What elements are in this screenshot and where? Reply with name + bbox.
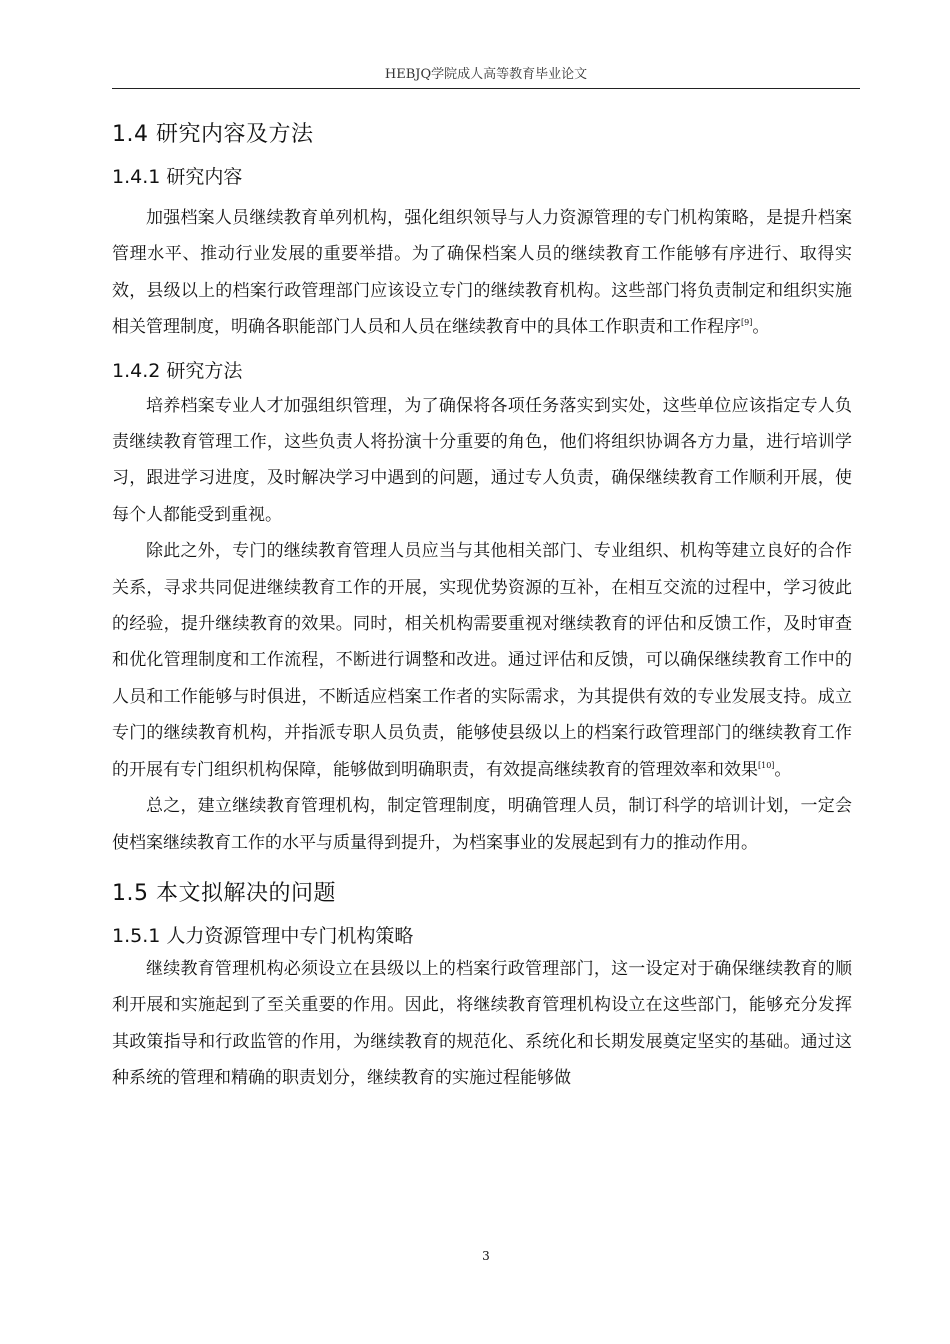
subsection-heading-1-4-2: 1.4.2 研究方法 bbox=[112, 359, 243, 382]
citation-ref: [10] bbox=[758, 760, 775, 770]
paragraph-1-4-2-a: 培养档案专业人才加强组织管理，为了确保将各项任务落实到实处，这些单位应该指定专人负责继续教育管理工作，这些负责人将扮演十分重要的角色，他们将组织协调各方力量，进行培训学习，跟进学习进度，及时解决学习中遇到的问题，通过专人负责，确保继续教育工作顺利开展，使每个人都能受到重视。 bbox=[112, 395, 852, 525]
paragraph-1-4-2-b bbox=[112, 533, 852, 788]
section-heading-1-5: 1.5 本文拟解决的问题 bbox=[112, 880, 336, 906]
citation-ref: [9] bbox=[741, 318, 753, 328]
page-body bbox=[112, 120, 852, 1097]
header-rule bbox=[112, 88, 860, 89]
section-heading-1-4: 1.4 研究内容及方法 bbox=[112, 122, 314, 147]
paragraph-1-4-2-c: 总之，建立继续教育管理机构，制定管理制度，明确管理人员，制订科学的培训计划，一定会使档案继续教育工作的水平与质量得到提升，为档案事业的发展起到有力的推动作用。 bbox=[112, 796, 852, 853]
running-header: HEBJQ学院成人高等教育毕业论文 bbox=[384, 67, 588, 82]
subsection-heading-1-5-1: 1.5.1 人力资源管理中专门机构策略 bbox=[112, 924, 414, 947]
subsection-heading-1-4-1: 1.4.1 研究内容 bbox=[112, 166, 243, 188]
paragraph-end: 。 bbox=[752, 317, 770, 338]
paragraph-1-5-1-a: 继续教育管理机构必须设立在县级以上的档案行政管理部门，这一设定对于确保继续教育的顺利开展和实施起到了至关重要的作用。因此，将继续教育管理机构设立在这些部门，能够充分发挥其政策指导和行政监管的作用，为继续教育的规范化、系统化和长期发展奠定坚实的基础。通过这种系统的管理和精确的职责划分，继续教育的实施过程能够做 bbox=[112, 958, 852, 1089]
paragraph-text: 加强档案人员继续教育单列机构，强化组织领导与人力资源管理的专门机构策略，是提升档案管理水平、推动行业发展的重要举措。为了确保档案人员的继续教育工作能够有序进行、取得实效，县级以上的档案行政管理部门应该设立专门的继续教育机构。这些部门将负责制定和组织实施相关管理制度，明确各职能部门人员和人员在继续教育中的具体工作职责和工作程序 bbox=[112, 208, 852, 338]
page-number: 3 bbox=[482, 1249, 490, 1263]
paragraph-1-4-1-a bbox=[112, 200, 852, 346]
paragraph-text: 除此之外，专门的继续教育管理人员应当与其他相关部门、专业组织、机构等建立良好的合作关系，寻求共同促进继续教育工作的开展，实现优势资源的互补，在相互交流的过程中，学习彼此的经验，提升继续教育的效果。同时，相关机构需要重视对继续教育的评估和反馈工作，及时审查和优化管理制度和工作流程，不断进行调整和改进。通过评估和反馈，可以确保继续教育工作中的人员和工作能够与时俱进，不断适应档案工作者的实际需求，为其提供有效的专业发展支持。成立专门的继续教育机构，并指派专职人员负责，能够使县级以上的档案行政管理部门的继续教育工作的开展有专门组织机构保障，能够做到明确职责，有效提高继续教育的管理效率和效果 bbox=[112, 541, 852, 780]
paragraph-end: 。 bbox=[774, 759, 792, 780]
